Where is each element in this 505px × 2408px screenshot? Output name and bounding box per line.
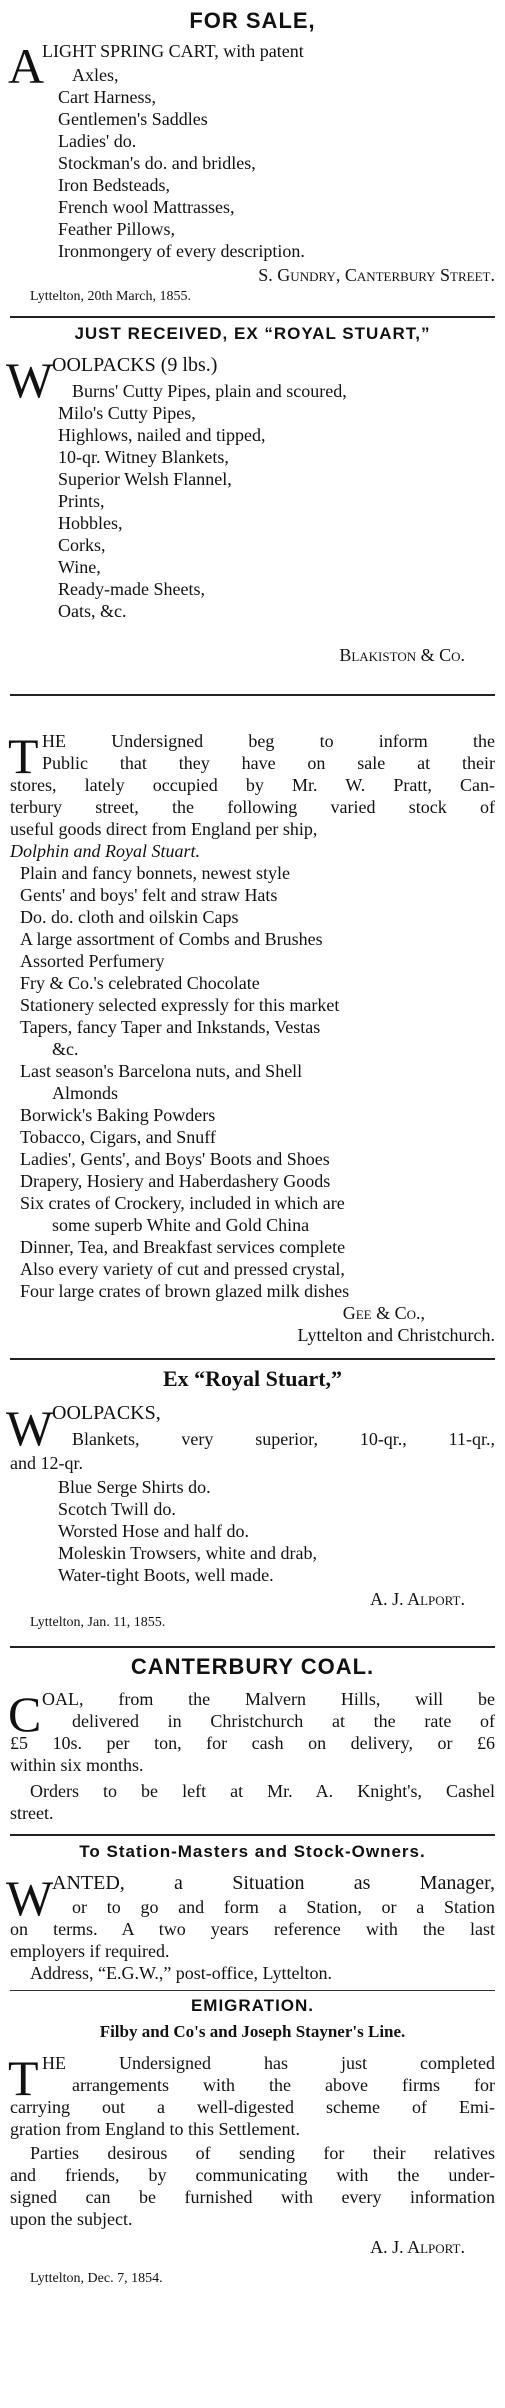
ad-line: ANTED, a Situation as Manager,	[52, 1872, 495, 1894]
list-item: Ladies', Gents', and Boys' Boots and Shoes	[20, 1149, 330, 1169]
ad-line: OAL, from the Malvern Hills, will be	[42, 1689, 495, 1709]
list-item: Drapery, Hosiery and Haberdashery Goods	[20, 1171, 331, 1191]
list-item: Axles,	[72, 65, 119, 85]
dateline: Lyttelton, Dec. 7, 1854.	[30, 2271, 163, 2286]
ad-line: delivered in Christchurch at the rate of	[72, 1711, 495, 1731]
list-item: Last season's Barcelona nuts, and Shell	[20, 1061, 303, 1081]
list-item: French wool Mattrasses,	[58, 197, 235, 217]
emigration-subheading: Filby and Co's and Joseph Stayner's Line.	[99, 2022, 406, 2041]
drop-cap: W	[6, 1400, 54, 1456]
list-item: Tobacco, Cigars, and Snuff	[20, 1127, 216, 1147]
divider	[10, 694, 495, 696]
list-item: A large assortment of Combs and Brushes	[20, 929, 323, 949]
list-item: Iron Bedsteads,	[58, 175, 170, 195]
list-item: Highlows, nailed and tipped,	[58, 425, 266, 445]
list-item: Do. do. cloth and oilskin Caps	[20, 907, 239, 927]
royal-stuart-heading: Ex “Royal Stuart,”	[162, 1366, 343, 1391]
list-item: Ironmongery of every description.	[58, 241, 305, 261]
ad-line: within six months.	[10, 1755, 144, 1775]
ad-line: carrying out a well-digested scheme of Emi-	[10, 2097, 495, 2117]
ad-line: gration from England to this Settlement.	[10, 2119, 300, 2139]
drop-cap: C	[8, 1686, 42, 1742]
ad-line: on terms. A two years reference with the last	[10, 1919, 495, 1939]
ad-line: Orders to be left at Mr. A. Knight's, Cashel	[30, 1781, 495, 1801]
divider	[10, 1834, 495, 1836]
ad-line: signed can be furnished with every information	[10, 2187, 495, 2207]
list-item: Plain and fancy bonnets, newest style	[20, 863, 290, 883]
list-item: Scotch Twill do.	[58, 1499, 176, 1519]
ad-line: and friends, by communicating with the under-	[10, 2165, 495, 2185]
advertiser-place: Lyttelton and Christchurch.	[297, 1325, 495, 1345]
list-item: Corks,	[58, 535, 106, 555]
divider	[10, 1358, 495, 1360]
advertiser-signature: A. J. Alport.	[370, 2237, 465, 2257]
list-item: 10-qr. Witney Blankets,	[58, 447, 229, 467]
ad-line: Address, “E.G.W.,” post-office, Lyttelton.	[30, 1963, 332, 1983]
ad-line: employers if required.	[10, 1941, 170, 1961]
list-item: Water-tight Boots, well made.	[58, 1565, 274, 1585]
station-masters-heading: To Station-Masters and Stock-Owners.	[79, 1842, 426, 1861]
list-item: &c.	[52, 1039, 79, 1059]
drop-cap: T	[8, 728, 39, 784]
ad-line: and 12-qr.	[10, 1453, 83, 1473]
divider	[10, 316, 495, 318]
ad-line: or to go and form a Station, or a Station	[72, 1897, 495, 1917]
list-item: Milo's Cutty Pipes,	[58, 403, 196, 423]
list-item: Blue Serge Shirts do.	[58, 1477, 211, 1497]
advertiser-signature: Blakiston & Co.	[339, 645, 465, 665]
list-item: Four large crates of brown glazed milk dishes	[20, 1281, 350, 1301]
drop-cap: T	[8, 2050, 39, 2106]
list-item: Wine,	[58, 557, 101, 577]
ad-line: street.	[10, 1803, 54, 1823]
drop-cap: W	[6, 352, 54, 408]
emigration-heading: EMIGRATION.	[190, 1996, 315, 2015]
divider	[10, 1990, 495, 1991]
list-item: Gents' and boys' felt and straw Hats	[20, 885, 278, 905]
list-item: Gentlemen's Saddles	[58, 109, 208, 129]
dateline: Lyttelton, 20th March, 1855.	[30, 289, 191, 304]
just-received-heading: JUST RECEIVED, EX “ROYAL STUART,”	[74, 324, 431, 343]
list-item: Six crates of Crockery, included in which are	[20, 1193, 345, 1213]
ad-line: Parties desirous of sending for their relatives	[30, 2143, 495, 2163]
list-item: Hobbles,	[58, 513, 123, 533]
advertiser-signature: A. J. Alport.	[370, 1589, 465, 1609]
list-item: Prints,	[58, 491, 105, 511]
canterbury-coal-heading: CANTERBURY COAL.	[130, 1654, 375, 1679]
ad-first-line: LIGHT SPRING CART, with patent	[42, 41, 304, 61]
list-item: Ladies' do.	[58, 131, 137, 151]
list-item: Oats, &c.	[58, 601, 127, 621]
list-item: Burns' Cutty Pipes, plain and scoured,	[72, 381, 347, 401]
ad-line: HE Undersigned has just completed	[42, 2053, 495, 2073]
ad-first-line: OOLPACKS (9 lbs.)	[52, 354, 218, 376]
list-item: Stationery selected expressly for this market	[20, 995, 340, 1015]
ad-line: upon the subject.	[10, 2209, 133, 2229]
list-item: Superior Welsh Flannel,	[58, 469, 232, 489]
intro-line: terbury street, the following varied stock of	[10, 797, 495, 817]
list-item: Worsted Hose and half do.	[58, 1521, 250, 1541]
ad-first-line: OOLPACKS,	[52, 1402, 161, 1424]
intro-line: Public that they have on sale at their	[42, 753, 495, 773]
dateline: Lyttelton, Jan. 11, 1855.	[30, 1615, 166, 1630]
list-item: Fry & Co.'s celebrated Chocolate	[20, 973, 260, 993]
intro-line: stores, lately occupied by Mr. W. Pratt, Can-	[10, 775, 495, 795]
drop-cap: W	[6, 1870, 54, 1926]
list-item: Moleskin Trowsers, white and drab,	[58, 1543, 317, 1563]
intro-line: HE Undersigned beg to inform the	[42, 731, 495, 751]
intro-line: useful goods direct from England per ship,	[10, 819, 318, 839]
list-item: Dinner, Tea, and Breakfast services complete	[20, 1237, 346, 1257]
ad-line: £5 10s. per ton, for cash on delivery, or £6	[10, 1733, 495, 1753]
advertiser-signature: S. Gundry, Canterbury Street.	[258, 265, 495, 285]
list-item: some superb White and Gold China	[52, 1215, 310, 1235]
list-item: Feather Pillows,	[58, 219, 175, 239]
list-item: Ready-made Sheets,	[58, 579, 205, 599]
ad-line: arrangements with the above firms for	[72, 2075, 495, 2095]
list-item: Tapers, fancy Taper and Inkstands, Vestas	[20, 1017, 321, 1037]
list-item: Borwick's Baking Powders	[20, 1105, 216, 1125]
list-item: Assorted Perfumery	[20, 951, 165, 971]
list-item: Also every variety of cut and pressed crystal,	[20, 1259, 345, 1279]
advertiser-signature: Gee & Co.,	[342, 1303, 425, 1323]
ship-names: Dolphin and Royal Stuart.	[10, 841, 200, 861]
ad-line: Blankets, very superior, 10-qr., 11-qr.,	[72, 1429, 495, 1449]
for-sale-heading: FOR SALE,	[189, 8, 316, 33]
list-item: Stockman's do. and bridles,	[58, 153, 256, 173]
drop-cap: A	[8, 38, 45, 94]
list-item: Cart Harness,	[58, 87, 156, 107]
list-item: Almonds	[52, 1083, 119, 1103]
divider	[10, 1646, 495, 1648]
